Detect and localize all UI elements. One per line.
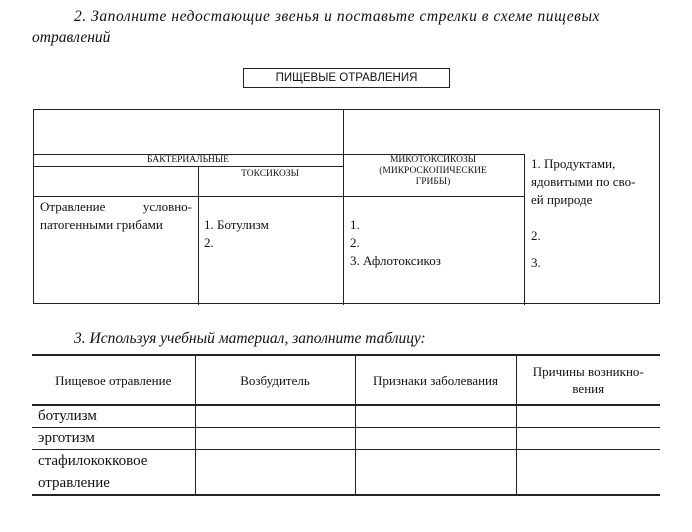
toxicoses-label: ТОКСИКОЗЫ xyxy=(241,169,299,179)
toxicoses-cell xyxy=(204,216,336,252)
empty-cell[interactable] xyxy=(355,428,516,450)
table-row xyxy=(32,405,660,428)
myco-item2: 2. xyxy=(350,235,360,250)
mycotox-line3: ГРИБЫ) xyxy=(415,177,451,187)
empty-cell[interactable] xyxy=(195,405,355,428)
scheme-divider-myco xyxy=(343,196,525,197)
header-causes-line2: вения xyxy=(572,381,605,396)
scheme-divider-toxicoses xyxy=(34,196,343,197)
header-symptoms: Признаки заболевания xyxy=(355,355,516,405)
tox-item2: 2. xyxy=(204,235,214,250)
bacterial-label: БАКТЕРИАЛЬНЫЕ xyxy=(147,155,229,165)
row-staph-line1: стафилококковое xyxy=(38,453,148,469)
mycotoxicoses-label xyxy=(343,155,523,188)
scheme-vline-products xyxy=(524,154,525,305)
header-pathogen: Возбудитель xyxy=(195,355,355,405)
products-item2: 2. xyxy=(531,228,541,243)
table-header-row xyxy=(32,355,660,405)
food-poisoning-table xyxy=(32,354,660,496)
products-item3: 3. xyxy=(531,255,541,270)
task2-text xyxy=(32,6,660,48)
scheme-title: ПИЩЕВЫЕ ОТРАВЛЕНИЯ xyxy=(243,68,450,88)
mycotox-line2: (МИКРОСКОПИЧЕСКИЕ xyxy=(379,166,487,176)
task2-line1: 2. Заполните недостающие звенья и поставьте стрелки в схеме пищевых xyxy=(74,8,600,25)
empty-cell[interactable] xyxy=(516,450,660,496)
task2-line2: отравлений xyxy=(32,29,111,46)
mycotox-line1: МИКОТОКСИКОЗЫ xyxy=(389,155,477,165)
scheme-vline-bacterial xyxy=(343,110,344,305)
table-row xyxy=(32,450,660,496)
infection-line2: патогенными грибами xyxy=(40,217,163,232)
tox-item1: 1. Ботулизм xyxy=(204,217,269,232)
table-row xyxy=(32,428,660,450)
empty-cell[interactable] xyxy=(195,450,355,496)
infection-cell xyxy=(40,198,192,234)
products-line2: ядовитыми по сво- xyxy=(531,174,636,189)
row-botulism: ботулизм xyxy=(32,405,195,428)
empty-cell[interactable] xyxy=(195,428,355,450)
myco-item3: 3. Афлотоксикоз xyxy=(350,253,441,268)
products-line3: ей природе xyxy=(531,192,593,207)
row-ergotism: эрготизм xyxy=(32,428,195,450)
products-line1: 1. Продуктами, xyxy=(531,156,616,171)
empty-cell[interactable] xyxy=(516,405,660,428)
header-causes xyxy=(516,355,660,405)
mycotox-cell xyxy=(350,216,520,270)
scheme-vline-toxicoses xyxy=(198,166,199,305)
task3-text: 3. Используя учебный материал, заполните таблицу: xyxy=(74,330,426,347)
empty-cell[interactable] xyxy=(516,428,660,450)
scheme-divider-bacterial xyxy=(34,166,343,167)
header-poisoning: Пищевое отравление xyxy=(32,355,195,405)
myco-item1: 1. xyxy=(350,217,360,232)
row-staph-line2: отравление xyxy=(38,475,110,491)
empty-cell[interactable] xyxy=(355,450,516,496)
header-causes-line1: Причины возникно- xyxy=(532,364,644,379)
products-cell xyxy=(531,155,657,272)
empty-cell[interactable] xyxy=(355,405,516,428)
infection-line1: Отравление условно- xyxy=(40,199,192,214)
row-staphylococcal xyxy=(32,450,195,496)
